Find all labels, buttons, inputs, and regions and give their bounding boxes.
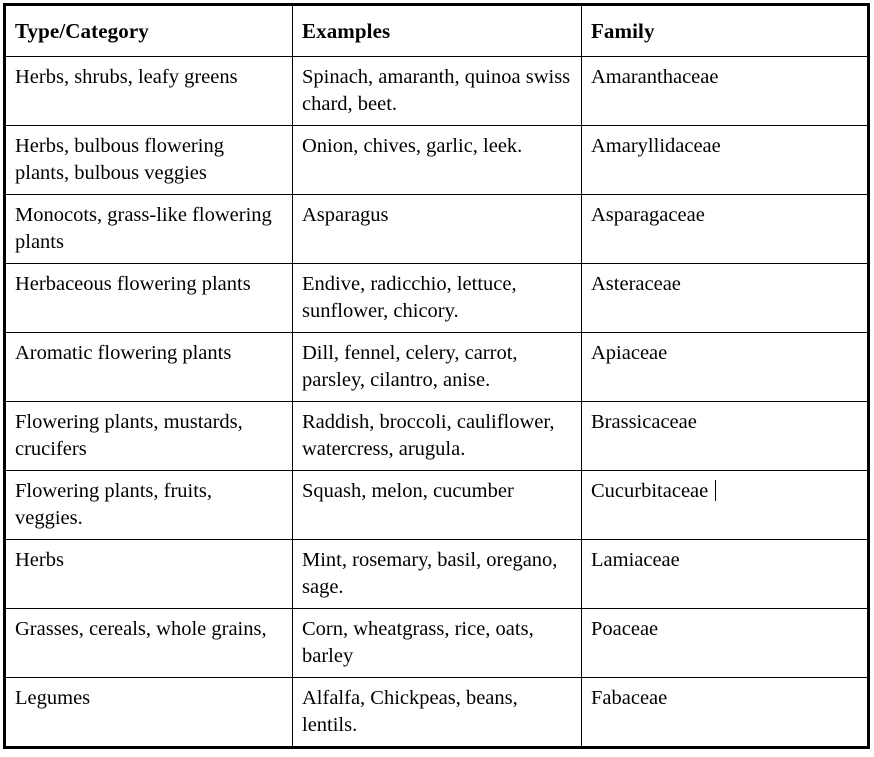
cell-type-category-text: Legumes	[15, 686, 91, 709]
table-row	[5, 57, 869, 126]
cell-examples-text: Mint, rosemary, basil, oregano, sage.	[302, 548, 563, 598]
cell-type-category	[5, 539, 293, 608]
cell-examples	[293, 194, 582, 263]
cell-family-text: Apiaceae	[591, 341, 668, 364]
cell-family	[582, 401, 869, 470]
cell-examples-text: Corn, wheatgrass, rice, oats, barley	[302, 617, 539, 667]
cell-type-category-text: Herbaceous flowering plants	[15, 272, 251, 295]
cell-family-text: Amaryllidaceae	[591, 134, 721, 157]
table-row	[5, 470, 869, 539]
cell-type-category	[5, 57, 293, 126]
cell-family-text: Fabaceae	[591, 686, 668, 709]
cell-examples	[293, 401, 582, 470]
cell-family-text: Poaceae	[591, 617, 659, 640]
table-row	[5, 539, 869, 608]
cell-family-text: Brassicaceae	[591, 410, 697, 433]
cell-type-category	[5, 125, 293, 194]
cell-type-category	[5, 263, 293, 332]
plant-family-table-container	[3, 3, 867, 749]
cell-type-category	[5, 608, 293, 677]
table-header	[5, 5, 869, 57]
cell-family-text: Asteraceae	[591, 272, 681, 295]
cell-family	[582, 57, 869, 126]
column-header-type-category: Type/Category	[5, 5, 293, 57]
cell-type-category-text: Herbs	[15, 548, 64, 571]
cell-examples-text: Asparagus	[302, 203, 389, 226]
table-row	[5, 401, 869, 470]
cell-type-category-text: Grasses, cereals, whole grains,	[15, 617, 267, 640]
column-header-examples: Examples	[293, 5, 582, 57]
column-header-family: Family	[582, 5, 869, 57]
plant-family-table	[3, 3, 870, 749]
cell-family-text: Cucurbitaceae	[591, 479, 709, 502]
cell-type-category-text: Aromatic flowering plants	[15, 341, 232, 364]
cell-examples-text: Dill, fennel, celery, carrot, parsley, cilantro, anise.	[302, 341, 523, 391]
cell-examples	[293, 332, 582, 401]
table-row	[5, 125, 869, 194]
cell-examples	[293, 539, 582, 608]
cell-family-text: Amaranthaceae	[591, 66, 719, 88]
table-row	[5, 263, 869, 332]
cell-examples-text: Spinach, amaranth, quinoa swiss chard, beet.	[302, 66, 576, 115]
cell-examples	[293, 608, 582, 677]
cell-family	[582, 677, 869, 747]
cell-examples-text: Raddish, broccoli, cauliflower, watercress, arugula.	[302, 410, 560, 460]
cell-family	[582, 194, 869, 263]
cell-type-category-text: Herbs, bulbous flowering plants, bulbous veggies	[15, 134, 230, 184]
cell-examples	[293, 125, 582, 194]
table-row	[5, 677, 869, 747]
cell-type-category	[5, 401, 293, 470]
table-row	[5, 332, 869, 401]
cell-type-category-text: Flowering plants, mustards, crucifers	[15, 410, 248, 460]
cell-family	[582, 263, 869, 332]
cell-examples-text: Alfalfa, Chickpeas, beans, lentils.	[302, 686, 523, 736]
cell-family	[582, 608, 869, 677]
cell-family	[582, 470, 869, 539]
cell-family	[582, 332, 869, 401]
table-body	[5, 57, 869, 748]
cell-examples	[293, 57, 582, 126]
table-row	[5, 608, 869, 677]
cell-family-text: Asparagaceae	[591, 203, 705, 226]
cell-type-category-text: Herbs, shrubs, leafy greens	[15, 66, 238, 88]
cell-examples	[293, 470, 582, 539]
cell-type-category	[5, 470, 293, 539]
cell-examples	[293, 677, 582, 747]
table-header-row	[5, 5, 869, 57]
cell-family-text: Lamiaceae	[591, 548, 680, 571]
cell-type-category	[5, 194, 293, 263]
cell-type-category	[5, 677, 293, 747]
cell-examples	[293, 263, 582, 332]
cell-type-category-text: Flowering plants, fruits, veggies.	[15, 479, 218, 529]
cell-family	[582, 125, 869, 194]
table-row	[5, 194, 869, 263]
cell-examples-text: Endive, radicchio, lettuce, sunflower, chicory.	[302, 272, 522, 322]
text-caret	[715, 480, 716, 501]
cell-type-category-text: Monocots, grass-like flowering plants	[15, 203, 277, 253]
cell-type-category	[5, 332, 293, 401]
cell-examples-text: Onion, chives, garlic, leek.	[302, 134, 523, 157]
cell-family	[582, 539, 869, 608]
cell-examples-text: Squash, melon, cucumber	[302, 479, 514, 502]
